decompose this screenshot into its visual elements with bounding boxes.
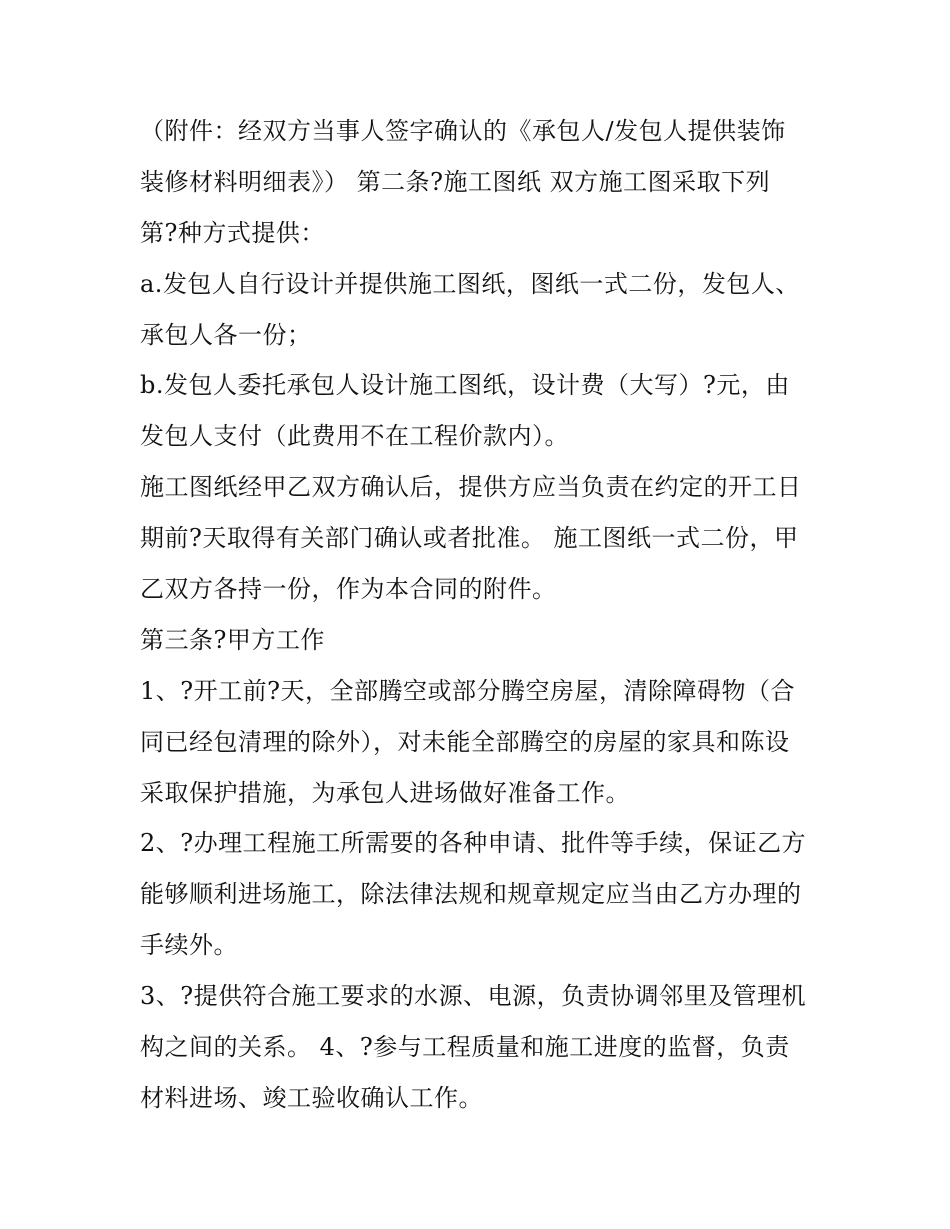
text-line: 施工图纸经甲乙双方确认后，提供方应当负责在约定的开工日 [140,473,802,502]
contract-text [140,106,820,1124]
text-line: 期前?天取得有关部门确认或者批准。 施工图纸一式二份，甲 [140,524,799,553]
text-line: 材料进场、竣工验收确认工作。 [140,1083,483,1112]
text-line: 装修材料明细表》） 第二条?施工图纸 双方施工图采取下列 [140,167,771,196]
text-line: 1、?开工前?天，全部腾空或部分腾空房屋，清除障碍物（合 [140,676,796,705]
text-line: 能够顺利进场施工，除法律法规和规章规定应当由乙方办理的 [140,880,802,909]
text-line: 采取保护措施，为承包人进场做好准备工作。 [140,778,630,807]
text-line: （附件：经双方当事人签字确认的《承包人/发包人提供装饰 [140,117,786,145]
text-line: 3、?提供符合施工要求的水源、电源，负责协调邻里及管理机 [140,982,807,1011]
text-line: 承包人各一份； [140,320,312,349]
text-line: a.发包人自行设计并提供施工图纸，图纸一式二份，发包人、 [140,269,800,298]
text-line: 2、?办理工程施工所需要的各种申请、批件等手续，保证乙方 [140,829,807,858]
section-heading: 第三条?甲方工作 [140,625,325,654]
text-line: 发包人支付（此费用不在工程价款内）。 [140,422,569,451]
text-line: 手续外。 [140,931,238,960]
text-line: 第?种方式提供： [140,218,325,247]
text-line: b.发包人委托承包人设计施工图纸，设计费（大写）?元，由 [140,371,790,400]
text-line: 构之间的关系。 4、?参与工程质量和施工进度的监督，负责 [140,1033,790,1062]
text-line: 同已经包清理的除外），对未能全部腾空的房屋的家具和陈设 [140,727,790,756]
text-line: 乙双方各持一份，作为本合同的附件。 [140,575,557,604]
